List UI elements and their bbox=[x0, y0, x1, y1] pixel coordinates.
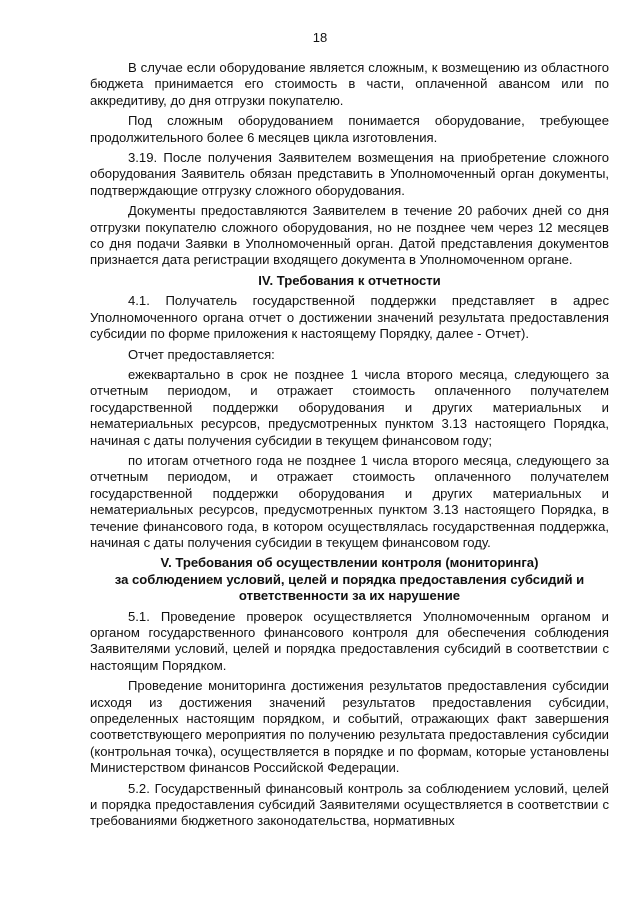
paragraph: по итогам отчетного года не позднее 1 числа второго месяца, следующего за отчетным периодом, и отражает стоимость оплаченного получателем государственной поддержки оборудования и других материальных и нематериальных ресурсов, предусмотренных пунктом 3.13 настоящего Порядка, в течение финансового года, в котором осуществлялась государственная поддержка, начиная с даты получения субсидии в текущем финансовом году. bbox=[90, 452, 609, 550]
section-heading-iv: IV. Требования к отчетности bbox=[258, 272, 441, 288]
paragraph: Проведение мониторинга достижения результатов предоставления субсидии исходя из достижения значений результатов предоставления субсидии, определенных настоящим порядком, и событий, отражающих факт завершения соответствующего мероприятия по получению результата предоставления субсидии (контрольная точка), осуществляется в порядке и по формам, которые установлены Министерством финансов Российской Федерации. bbox=[90, 678, 609, 776]
document-body bbox=[90, 60, 609, 834]
paragraph: Документы предоставляются Заявителем в течение 20 рабочих дней со дня отгрузки покупателю сложного оборудования, но не позднее чем через 12 месяцев со дня подачи Заявки в Уполномоченный орган. Датой представления документов признается дата регистрации входящего документа в Уполномоченном органе. bbox=[90, 203, 609, 268]
heading-line: ответственности за их нарушение bbox=[238, 588, 461, 604]
page-number: 18 bbox=[312, 30, 328, 45]
paragraph: 3.19. После получения Заявителем возмещения на приобретение сложного оборудования Заявитель обязан представить в Уполномоченный орган документы, подтверждающие отгрузку сложного оборудования. bbox=[90, 150, 609, 198]
heading-line: V. Требования об осуществлении контроля (мониторинга) bbox=[160, 555, 539, 571]
paragraph: Отчет предоставляется: bbox=[128, 346, 275, 362]
paragraph: 5.1. Проведение проверок осуществляется Уполномоченным органом и органом государственного финансового контроля для обеспечения соблюдения Заявителями условий, целей и порядка предоставления субсидий в соответствии с настоящим Порядком. bbox=[90, 608, 609, 673]
paragraph: 4.1. Получатель государственной поддержки представляет в адрес Уполномоченного органа отчет о достижении значений результата предоставления субсидии по форме приложения к настоящему Порядку, далее - Отчет). bbox=[90, 293, 609, 342]
paragraph: Под сложным оборудованием понимается оборудование, требующее продолжительного более 6 месяцев цикла изготовления. bbox=[90, 113, 609, 145]
paragraph: 5.2. Государственный финансовый контроль за соблюдением условий, целей и порядка предоставления субсидий Заявителями осуществляется в соответствии с требованиями бюджетного законодательства, нормативных bbox=[90, 780, 609, 829]
section-heading-v bbox=[80, 555, 619, 604]
heading-line: за соблюдением условий, целей и порядка предоставления субсидий и bbox=[114, 571, 585, 587]
paragraph: ежеквартально в срок не позднее 1 числа второго месяца, следующего за отчетным периодом, и отражает стоимость оплаченного получателем государственной поддержки оборудования и других материальных и нематериальных ресурсов, предусмотренных пунктом 3.13 настоящего Порядка, начиная с даты получения субсидии в текущем финансовом году; bbox=[90, 366, 609, 448]
paragraph: В случае если оборудование является сложным, к возмещению из областного бюджета принимается его стоимость в части, оплаченной авансом или по аккредитиву, до дня отгрузки покупателю. bbox=[90, 60, 609, 108]
